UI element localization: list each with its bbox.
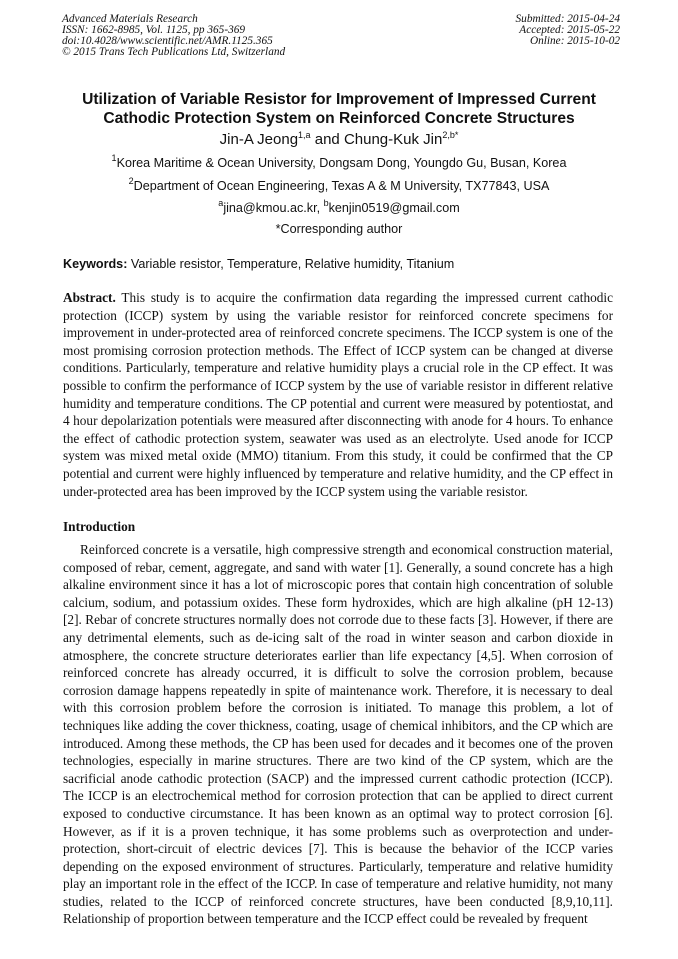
author-separator: and [310, 131, 344, 148]
email-b[interactable]: kenjin0519@gmail.com [328, 201, 460, 215]
abstract [63, 289, 613, 500]
introduction-text: Reinforced concrete is a versatile, high compressive strength and economical construction material, composed of rebar, cement, aggregate, and sand with water [1]. Generally, a sound concrete has a high alkaline environment since it has a lot of microscopic pores that contain high concentration of soluble calcium, sodium, and potassium oxides. These form hydroxides, which are high alkaline (pH 12-13) [2]. Rebar of concrete structures normally does not corrode due to these facts [3]. However, if there are any detrimental elements, such as de-icing salt of the road in winter season and carbon dioxide in atmosphere, the concrete structure deteriorates earlier than life expectancy [4,5]. When corrosion of reinforced concrete has already occurred, it is difficult to solve the corrosion problem, because corrosion damage happens repeatedly in spite of maintenance work. Therefore, it is necessary to deal with this corrosion problem before the corrosion is initiated. To manage this problem, a lot of techniques like adding the cover thickness, coating, usage of chemical inhibitors, and the CP which are introduced. Among these methods, the CP has been used for decades and it becomes one of the proven technologies, especially in marine structures. There are two kind of the CP system, which are the sacrificial anode cathodic protection (SACP) and the impressed current cathodic protection (ICCP). The ICCP is an electrochemical method for corrosion protection that can be applied to direct current exposed to conductive circumstance. It has been known as an optimal way to protect corrosion [6]. However, as if it is a proven technique, it has some problems such as overprotection and under-protection, short-circuit of electric devices [7]. This is because the behavior of the ICCP varies depending on the exposed environment of structures. Particularly, temperature and relative humidity play an important role in the effect of the ICCP. In case of temperature and relative humidity, not many studies, related to the ICCP of reinforced concrete structures, have been conducted [8,9,10,11]. Relationship of proportion between temperature and the ICCP effect could be revealed by frequent [63, 542, 613, 927]
affiliation-2 [40, 178, 638, 194]
affiliation-1 [40, 155, 638, 171]
author-2: Chung-Kuk Jin [343, 131, 443, 148]
email-b-marker: b [323, 198, 329, 208]
abstract-label: Abstract. [63, 290, 116, 305]
title-line-1: Utilization of Variable Resistor for Improvement of Impressed Current [82, 91, 596, 108]
author-list [40, 131, 638, 149]
submitted-date: Submitted: 2015-04-24 [515, 13, 620, 25]
author-1: Jin-A Jeong [219, 131, 299, 148]
journal-name: Advanced Materials Research [62, 13, 198, 25]
email-a-marker: a [218, 198, 224, 208]
emails [40, 200, 638, 216]
paper-title [40, 90, 638, 128]
issn: ISSN: 1662-8985, Vol. 1125, pp 365-369 [62, 24, 246, 36]
affil-2-text: Department of Ocean Engineering, Texas A & M University, TX77843, USA [133, 179, 550, 193]
affil-1-text: Korea Maritime & Ocean University, Dongsam Dong, Youngdo Gu, Busan, Korea [116, 156, 567, 170]
email-a[interactable]: jina@kmou.ac.kr, [223, 201, 324, 215]
abstract-text: This study is to acquire the confirmation data regarding the impressed current cathodic protection (ICCP) system by using the variable resistor for reinforced concrete specimens for improvement in under-protected area of reinforced concrete specimens. The ICCP system is one of the most promising corrosion protection methods. The Effect of ICCP system can be changed at diverse conditions. Particularly, temperature and relative humidity plays a crucial role in the CP effect. It was possible to confirm the performance of ICCP system by the use of variable resistor in different relative humidity and temperature conditions. The CP potential and current were measured by potentiostat, and 4 hour depolarization potentials were measured after disconnecting with anode for 4 hours. To enhance the effect of cathodic protection system, seawater was used as an electrolyte. Used anode for ICCP system was mixed metal oxide (MMO) titanium. From this study, it could be confirmed that the CP potential and current were highly influenced by temperature and relative humidity, and the CP effect in under-protected area has been improved by the ICCP system using the variable resistor. [63, 290, 613, 499]
keywords-label: Keywords: [63, 257, 128, 271]
doi-link[interactable]: doi:10.4028/www.scientific.net/AMR.1125.365 [62, 35, 273, 47]
keywords-list: Variable resistor, Temperature, Relative humidity, Titanium [127, 257, 455, 271]
journal-info [62, 14, 285, 58]
copyright: © 2015 Trans Tech Publications Ltd, Switzerland [62, 46, 286, 58]
keywords [63, 256, 454, 272]
introduction-heading: Introduction [63, 519, 136, 534]
title-line-2: Cathodic Protection System on Reinforced Concrete Structures [103, 110, 575, 127]
author-1-affil: 1,a [298, 130, 311, 140]
online-date: Online: 2015-10-02 [529, 35, 620, 47]
author-2-affil: 2,b* [442, 130, 459, 140]
affil-2-marker: 2 [128, 176, 134, 186]
accepted-date: Accepted: 2015-05-22 [519, 24, 620, 36]
publication-dates [516, 14, 620, 47]
affil-1-marker: 1 [111, 153, 117, 163]
corresponding-author-note: *Corresponding author [275, 222, 403, 236]
